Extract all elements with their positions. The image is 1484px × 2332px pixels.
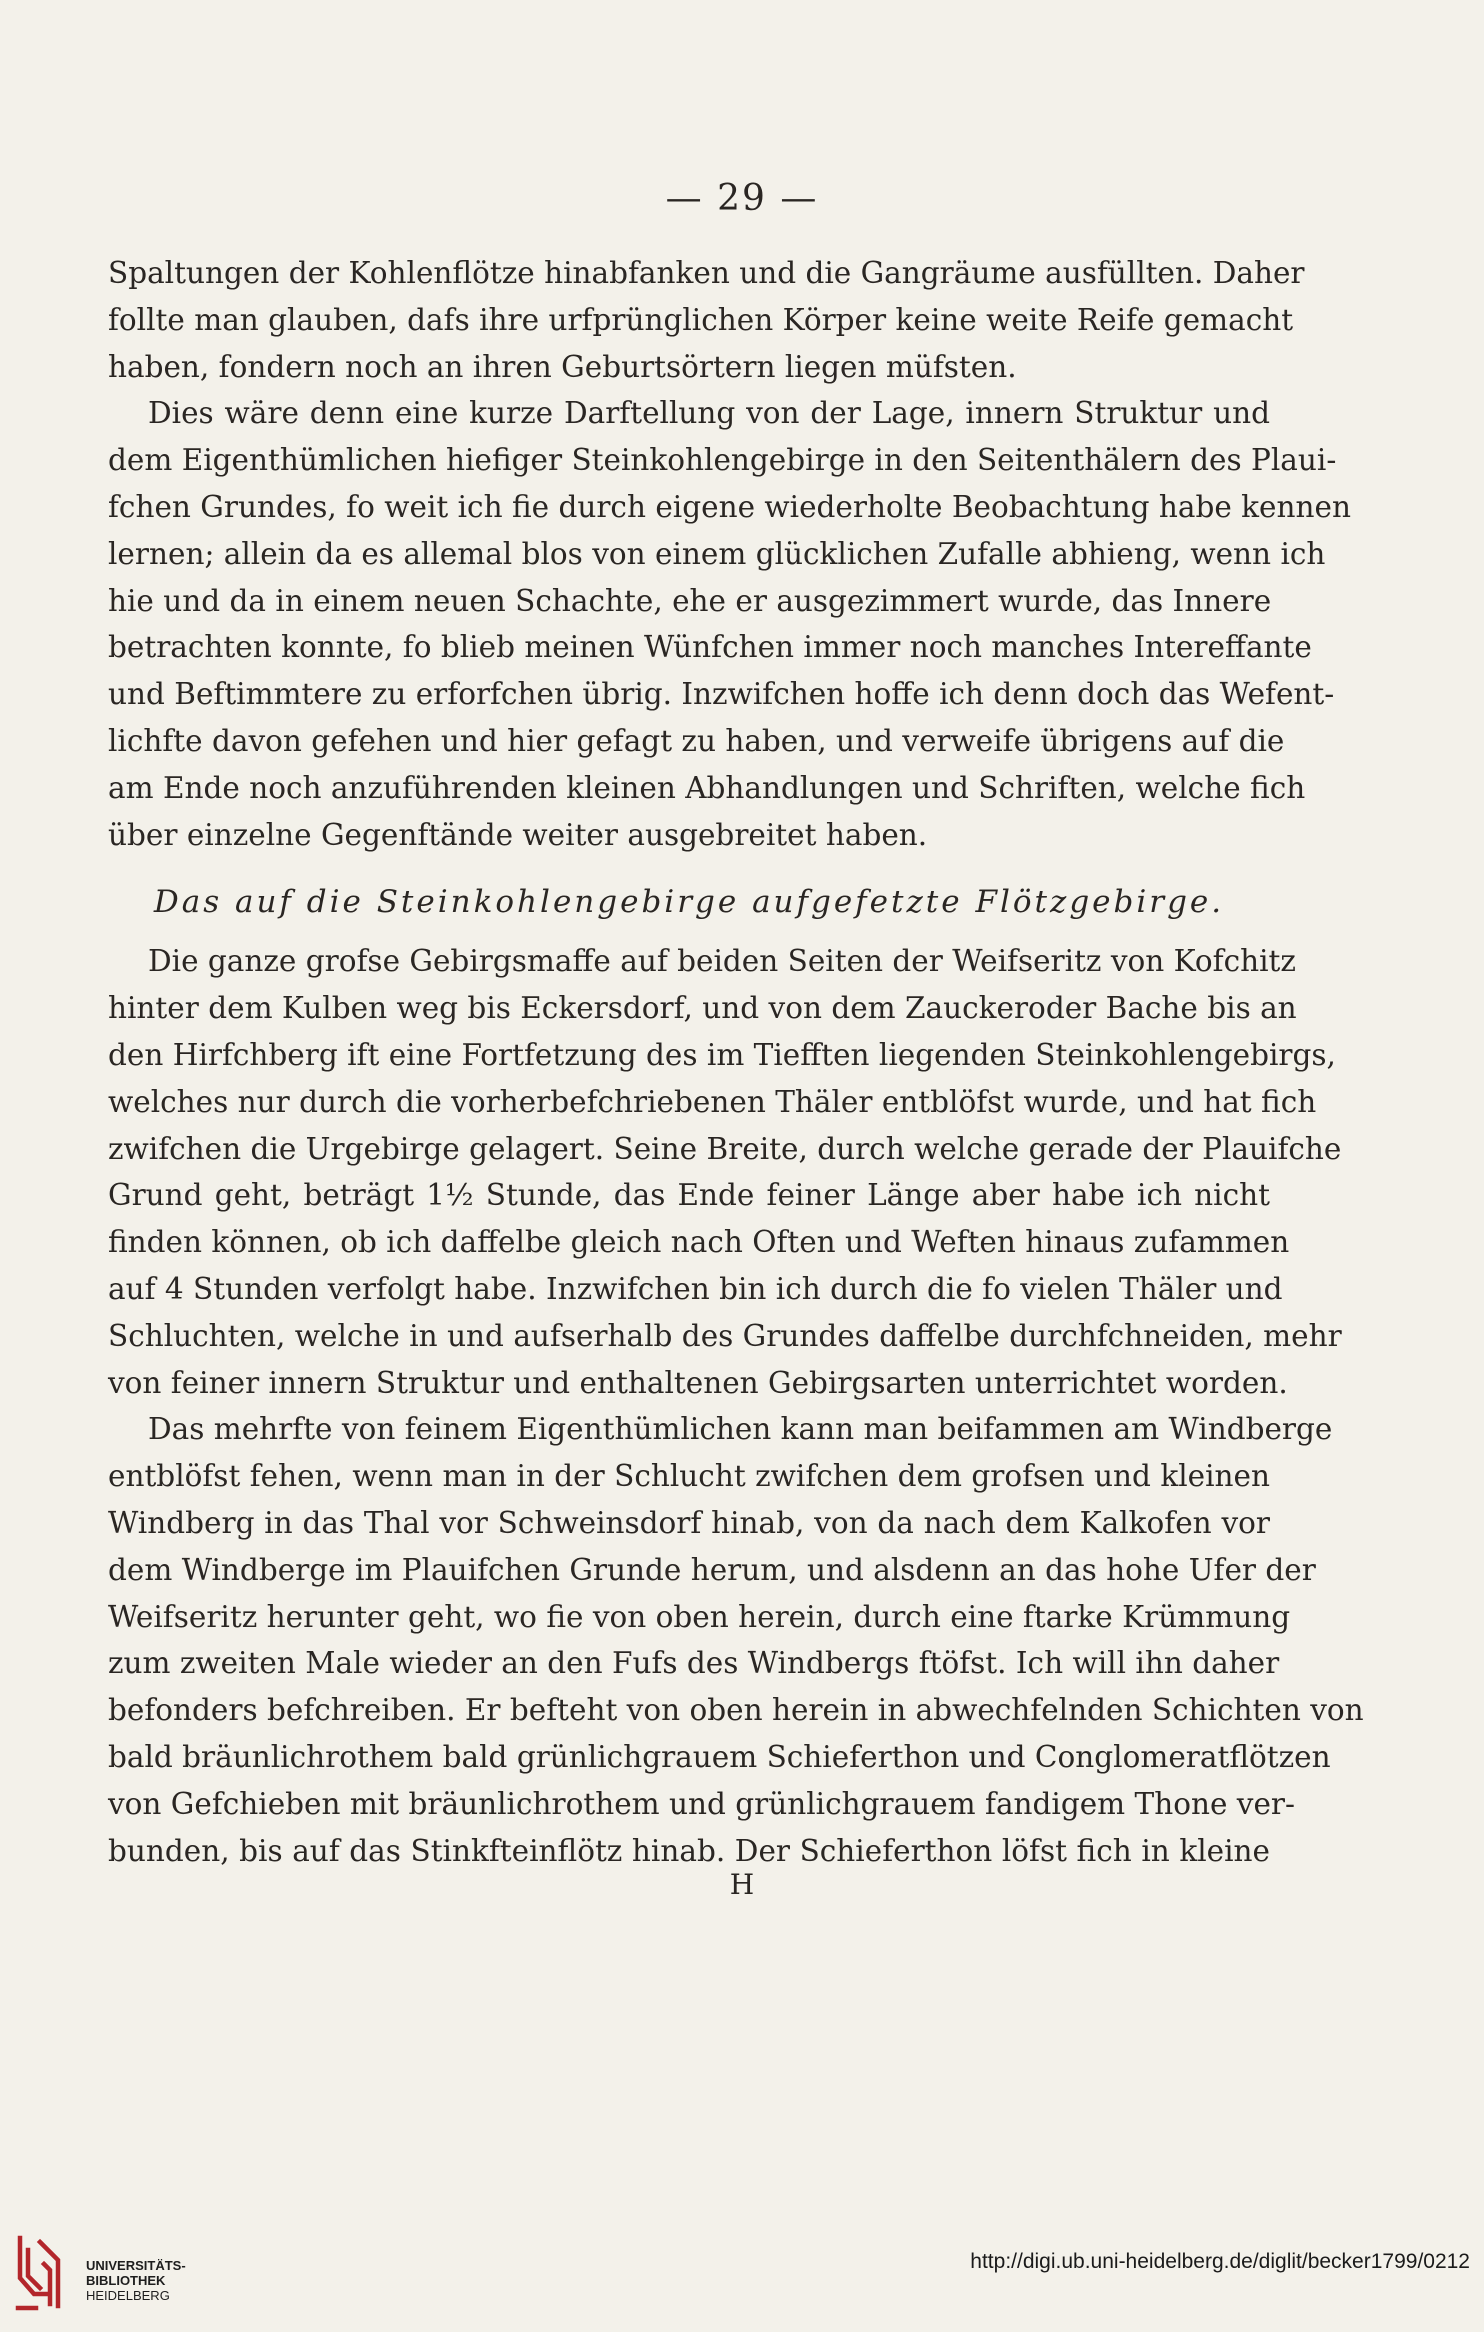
text-line: bald bräunlichrothem bald grünlichgrauem Schieferthon und Conglomeratflötzen bbox=[108, 1739, 1331, 1774]
text-line: betrachten konnte, fo blieb meinen Wünfchen immer noch manches Intereffante bbox=[108, 630, 1312, 665]
text-line: zum zweiten Male wieder an den Fufs des Windbergs ftöfst. Ich will ihn daher bbox=[108, 1646, 1280, 1681]
library-name-line: BIBLIOTHEK bbox=[86, 2273, 166, 2288]
text-line: und Beftimmtere zu erforfchen übrig. Inzwifchen hoffe ich denn doch das Wefent- bbox=[108, 677, 1335, 712]
text-line: befonders befchreiben. Er befteht von oben herein in abwechfelnden Schichten von bbox=[108, 1693, 1364, 1728]
text-line: Weifseritz herunter geht, wo fie von oben herein, durch eine ftarke Krümmung bbox=[108, 1599, 1291, 1634]
text-line: dem Windberge im Plauifchen Grunde herum, und alsdenn an das hohe Ufer der bbox=[108, 1552, 1316, 1587]
text-line: zwifchen die Urgebirge gelagert. Seine Breite, durch welche gerade der Plauifche bbox=[108, 1131, 1342, 1166]
signature-mark: H bbox=[729, 1868, 755, 1901]
text-line: lernen; allein da es allemal blos von einem glücklichen Zufalle abhieng, wenn ich bbox=[108, 536, 1326, 571]
text-line: fchen Grundes, fo weit ich fie durch eigene wiederholte Beobachtung habe kennen bbox=[108, 489, 1351, 524]
source-url-link[interactable]: http://digi.ub.uni-heidelberg.de/diglit/becker1799/0212 bbox=[970, 2250, 1470, 2273]
text-line: welches nur durch die vorherbefchriebenen Thäler entblöfst wurde, und hat fich bbox=[108, 1084, 1317, 1119]
library-logo-icon bbox=[14, 2234, 70, 2312]
text-line: Spaltungen der Kohlenflötze hinabfanken und die Gangräume ausfüllten. Daher bbox=[108, 256, 1305, 290]
text-line: dem Eigenthümlichen hiefiger Steinkohlengebirge in den Seitenthälern des Plaui- bbox=[108, 443, 1337, 478]
text-line: Windberg in das Thal vor Schweinsdorf hinab, von da nach dem Kalkofen vor bbox=[108, 1505, 1270, 1540]
paragraph bbox=[108, 1406, 1364, 1874]
footer-bar bbox=[0, 2220, 1484, 2332]
paragraph bbox=[108, 250, 1305, 390]
text-line: Das mehrfte von feinem Eigenthümlichen kann man beifammen am Windberge bbox=[148, 1412, 1333, 1447]
text-line: haben, fondern noch an ihren Geburtsörtern liegen müfsten. bbox=[108, 349, 1017, 384]
library-name-line: UNIVERSITÄTS- bbox=[86, 2258, 186, 2273]
text-line: finden können, ob ich daffelbe gleich nach Often und Weften hinaus zufammen bbox=[108, 1225, 1290, 1260]
text-line: hie und da in einem neuen Schachte, ehe er ausgezimmert wurde, das Innere bbox=[108, 583, 1272, 618]
text-line: hinter dem Kulben weg bis Eckersdorf, und von dem Zauckeroder Bache bis an bbox=[108, 991, 1297, 1026]
text-line: Die ganze grofse Gebirgsmaffe auf beiden Seiten der Weifseritz von Kofchitz bbox=[148, 944, 1296, 979]
text-line: Schluchten, welche in und aufserhalb des Grundes daffelbe durchfchneiden, mehr bbox=[108, 1318, 1342, 1353]
page-number-header: — 29 — bbox=[665, 178, 819, 219]
text-line: über einzelne Gegenftände weiter ausgebreitet haben. bbox=[108, 817, 928, 852]
text-line: den Hirfchberg ift eine Fortfetzung des im Tiefften liegenden Steinkohlengebirgs, bbox=[108, 1037, 1336, 1072]
text-line: bunden, bis auf das Stinkfteinflötz hinab. Der Schieferthon löfst fich in kleine bbox=[108, 1833, 1270, 1868]
text-line: entblöfst fehen, wenn man in der Schlucht zwifchen dem grofsen und kleinen bbox=[108, 1459, 1270, 1494]
text-line: Dies wäre denn eine kurze Darftellung von der Lage, innern Struktur und bbox=[148, 396, 1270, 431]
text-line: follte man glauben, dafs ihre urfprünglichen Körper keine weite Reife gemacht bbox=[108, 302, 1294, 337]
text-line: lichfte davon gefehen und hier gefagt zu haben, und verweife übrigens auf die bbox=[108, 723, 1285, 758]
text-line: von Gefchieben mit bräunlichrothem und grünlichgrauem fandigem Thone ver- bbox=[108, 1786, 1296, 1821]
body-text bbox=[108, 250, 1364, 1874]
text-line: von feiner innern Struktur und enthaltenen Gebirgsarten unterrichtet worden. bbox=[108, 1365, 1288, 1400]
paragraph bbox=[108, 938, 1342, 1406]
text-line: Grund geht, beträgt 1½ Stunde, das Ende feiner Länge aber habe ich nicht bbox=[108, 1178, 1270, 1213]
paragraph bbox=[108, 390, 1351, 858]
section-heading: Das auf die Steinkohlengebirge aufgefetzte Flötzgebirge. bbox=[153, 884, 1225, 921]
library-name-line: HEIDELBERG bbox=[86, 2288, 170, 2303]
library-name bbox=[86, 2258, 186, 2303]
text-line: am Ende noch anzuführenden kleinen Abhandlungen und Schriften, welche fich bbox=[108, 770, 1306, 805]
text-line: auf 4 Stunden verfolgt habe. Inzwifchen bin ich durch die fo vielen Thäler und bbox=[108, 1271, 1283, 1306]
